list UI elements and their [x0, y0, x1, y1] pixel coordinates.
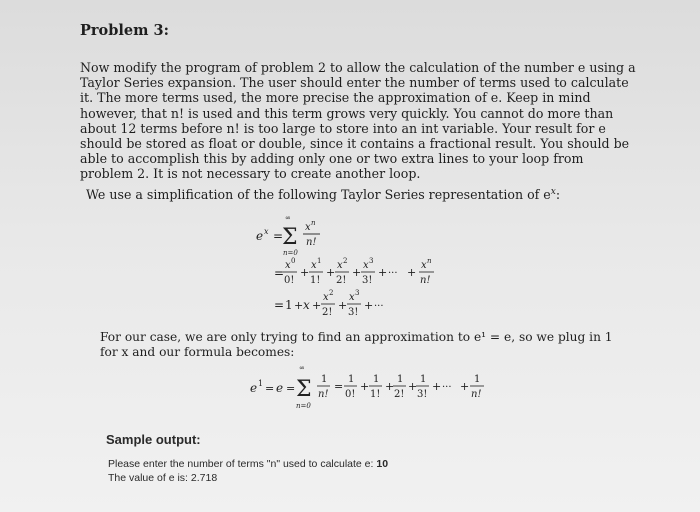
svg-text:3: 3 [369, 257, 374, 265]
svg-text:1!: 1! [370, 389, 381, 400]
svg-text:=: = [273, 229, 284, 243]
svg-text:+: + [360, 380, 370, 393]
svg-text:x: x [303, 298, 310, 312]
svg-text:e: e [250, 381, 258, 395]
svg-text:+: + [312, 299, 322, 312]
svg-text:∞: ∞ [285, 214, 291, 222]
svg-text:1: 1 [348, 374, 355, 385]
sample-output-prompt-text: Please enter the number of terms "n" used to calculate e: [108, 458, 377, 470]
taylor-series-formula [250, 212, 480, 324]
svg-text:3!: 3! [417, 389, 428, 400]
svg-text:2!: 2! [394, 389, 405, 400]
svg-text:3!: 3! [348, 307, 359, 318]
svg-text:x: x [363, 260, 369, 271]
svg-text:+: + [385, 380, 395, 393]
e-approximation-formula [248, 360, 488, 418]
svg-text:=: = [274, 298, 285, 312]
svg-text:2!: 2! [336, 275, 347, 286]
svg-text:3: 3 [355, 289, 360, 297]
svg-text:1: 1 [321, 374, 328, 385]
svg-text:x: x [305, 222, 311, 233]
svg-text:2: 2 [329, 289, 334, 297]
svg-text:n=0: n=0 [283, 249, 298, 257]
svg-text:+: + [460, 380, 470, 393]
svg-text:3!: 3! [362, 275, 373, 286]
taylor-intro-exponent: x [550, 187, 556, 197]
case-description: For our case, we are only trying to find an approximation to e¹ = e, so we plug in 1 for x and our formula becomes: [100, 330, 613, 359]
svg-text:Σ: Σ [282, 225, 298, 250]
svg-text:∞: ∞ [299, 364, 305, 372]
svg-text:1!: 1! [310, 275, 321, 286]
svg-text:2: 2 [343, 257, 348, 265]
svg-text:0: 0 [291, 257, 296, 265]
problem-title: Problem 3: [80, 22, 169, 39]
taylor-intro-text: We use a simplification of the following Taylor Series representation of e [86, 187, 551, 203]
svg-text:n=0: n=0 [296, 402, 311, 410]
svg-text:Σ: Σ [296, 377, 312, 402]
svg-text:···: ··· [388, 268, 398, 279]
svg-text:n!: n! [318, 389, 329, 400]
svg-text:x: x [285, 260, 291, 271]
svg-text:+: + [294, 299, 304, 312]
svg-text:x: x [264, 227, 269, 236]
taylor-intro-colon: : [555, 187, 561, 203]
svg-text:1: 1 [373, 374, 380, 385]
svg-text:+: + [352, 266, 362, 279]
svg-text:0!: 0! [284, 275, 295, 286]
svg-text:+: + [378, 266, 388, 279]
problem-description: Now modify the program of problem 2 to allow the calculation of the number e using a Taylor Series expansion. The user should enter the number of terms used to calculate it. The more terms used, the more precise the approximation of e. Keep in mind however, that n! is used and this term grows very quickly. You cannot do more than about 12 terms before n! is too large to store into an int variable. Your result for e should be stored as float or double, since it contains a fractional result. You should be able to accomplish this by adding only one or two extra lines to your loop from problem 2. It is not necessary to create another loop. [80, 60, 636, 182]
svg-text:x: x [421, 260, 427, 271]
svg-text:···: ··· [374, 301, 384, 312]
svg-text:2!: 2! [322, 307, 333, 318]
svg-text:n!: n! [306, 237, 317, 248]
svg-text:x: x [349, 292, 355, 303]
svg-text:=: = [334, 380, 344, 393]
svg-text:e: e [256, 229, 264, 243]
svg-text:1: 1 [397, 374, 404, 385]
svg-text:e: e [276, 381, 284, 395]
svg-text:n!: n! [420, 275, 431, 286]
svg-text:n: n [427, 257, 432, 265]
svg-text:=: = [265, 382, 275, 395]
svg-text:x: x [311, 260, 317, 271]
svg-text:+: + [338, 299, 348, 312]
svg-text:···: ··· [442, 382, 452, 393]
taylor-intro [86, 185, 606, 202]
svg-text:+: + [407, 266, 417, 279]
svg-text:1: 1 [285, 298, 293, 312]
svg-text:+: + [432, 380, 442, 393]
svg-text:1: 1 [474, 374, 481, 385]
svg-text:+: + [408, 380, 418, 393]
svg-text:0!: 0! [345, 389, 356, 400]
svg-text:+: + [326, 266, 336, 279]
sample-output-prompt [108, 458, 388, 470]
svg-text:x: x [337, 260, 343, 271]
sample-output-heading: Sample output: [106, 432, 201, 447]
svg-text:=: = [274, 266, 285, 280]
svg-text:n!: n! [471, 389, 482, 400]
svg-text:1: 1 [420, 374, 427, 385]
sample-output-input-value: 10 [376, 458, 389, 470]
svg-text:+: + [364, 299, 374, 312]
svg-text:1: 1 [258, 379, 264, 388]
svg-text:n: n [311, 219, 316, 227]
svg-text:+: + [300, 266, 310, 279]
svg-text:1: 1 [317, 257, 322, 265]
sample-output-result: The value of e is: 2.718 [108, 472, 218, 484]
svg-text:=: = [286, 382, 296, 395]
svg-text:x: x [323, 292, 329, 303]
